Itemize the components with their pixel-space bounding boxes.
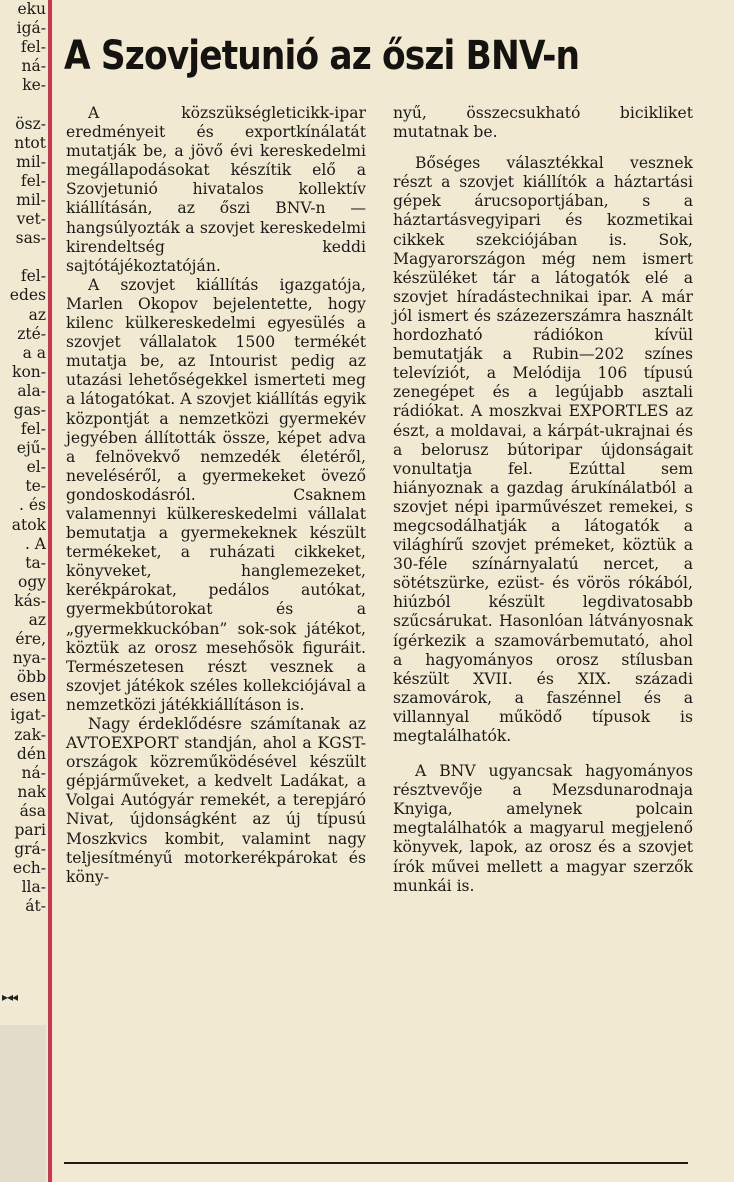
fragment-line: ta- <box>25 553 46 572</box>
adjacent-column-fragment <box>0 0 46 1100</box>
adjacent-column-shade <box>0 1025 46 1182</box>
fragment-line: atok <box>11 515 46 534</box>
fragment-line: ére, <box>15 630 46 649</box>
fragment-line <box>0 95 46 114</box>
fragment-line: fel- <box>20 171 46 190</box>
fragment-line: az <box>28 305 46 324</box>
section-end-ornament: ▸◂◂ <box>2 990 18 1004</box>
fragment-line: ása <box>19 801 46 820</box>
fragment-line: ná- <box>21 763 46 782</box>
bottom-rule <box>64 1162 688 1164</box>
fragment-line: ösz- <box>15 114 46 133</box>
fragment-line: át- <box>25 897 46 916</box>
fragment-line: nya- <box>12 649 46 668</box>
fragment-line: kás- <box>14 591 46 610</box>
fragment-line: fel- <box>20 38 46 57</box>
fragment-line: gas- <box>13 400 46 419</box>
article-paragraph: Bőséges választékkal vesznek részt a szovjet kiállítók a háztartási gépek árucsoportjában, s a háztartásvegyipari és kozmetikai cikkek szekciójában is. Sok, Magyarországon még nem ismert készüléket tár a látogatók elé a szovjet híradástechnikai ipar. A már jól ismert és százezerszámra használt hordozható rádiókon kívül bemutatják a Rubin—202 színes televíziót, a Melódija 106 típusú zenegépet és a legújabb asztali rádiókat. A moszkvai EXPORTLES az észt, a moldavai, a kárpát-ukrajnai és a belorusz bútoripar újdonságait vonultatja fel. Ezúttal sem hiányoznak a gazdag árukínálatból a szovjet népi iparművészet remekei, s megcsodálhatják a látogatók a világhírű szovjet prémeket, köztük a 30-féle színárnyalatú nercet, a sötétszürke, ezüst- és vörös rókából, hiúzból készült legdivatosabb szűcsárukat. Hasonlóan látványosnak ígérkezik a szamovárbemutató, ahol a hagyományos orosz stílusban készült XVII. és XIX. századi szamovárok, a faszénnel és a villannyal működő típusok is megtalálhatók. <box>393 154 693 745</box>
article-paragraph: A közszükségleticikk-ipar eredményeit és exportkínálatát mutatják be, a jövő évi kereskedelmi megállapodásokat készítik elő a Szovjetunió hivatalos kollektív kiállításán, az őszi BNV-n — hangsúlyozták a szovjet kereskedelmi kirendeltség keddi sajtótájékoztatóján. <box>66 104 366 275</box>
fragment-line: . és <box>19 496 46 515</box>
fragment-line: mil- <box>16 190 46 209</box>
fragment-line: ejű- <box>16 439 46 458</box>
fragment-line: esen <box>9 687 46 706</box>
article-paragraph: A szovjet kiállítás igazgatója, Marlen Okopov bejelentette, hogy kilenc külkereskedelmi egyesülés a szovjet vállalatok 1500 termékét mutatja be, az Intourist pedig az utazási lehetőségekkel ismerteti meg a látogatókat. A szovjet kiállítás egyik központját a nemzetközi gyermekév jegyében állították össze, képet adva a felnövekvő nemzedék életéről, neveléséről, a gyermekeket övező gondoskodásról. Csaknem valamennyi külkereskedelmi vállalat bemutatja a gyermekeknek készült termékeket, a ruházati cikkeket, könyveket, hanglemezeket, kerékpárokat, pedálos autókat, gyermekbútorokat és a „gyermekkuckóban” sok-sok játékot, köztük az orosz mesehősök figuráit. Természetesen részt vesznek a szovjet játékok széles kollekciójával a nemzetközi játékkiállításon is. <box>66 275 366 714</box>
fragment-line: az <box>28 611 46 629</box>
fragment-line: mil- <box>16 152 46 171</box>
fragment-line: öbb <box>16 668 46 687</box>
fragment-line: ntot <box>14 133 46 152</box>
fragment-line: nak <box>17 782 46 801</box>
article-column-2 <box>393 104 693 896</box>
fragment-line <box>0 248 46 267</box>
fragment-line: . A <box>24 534 46 553</box>
fragment-line: ech- <box>12 859 46 878</box>
fragment-line: fel- <box>20 420 46 439</box>
fragment-line: ná- <box>21 57 46 76</box>
article-paragraph: Nagy érdeklődésre számítanak az AVTOEXPORT standján, ahol a KGST-országok közreműködésével készült gépjárműveket, a kedvelt Ladákat, a Volgai Autógyár remekét, a terepjáró Nivat, újdonságként az új típusú Moszkvics kombit, valamint nagy teljesítményű motorkerékpárokat és köny- <box>66 715 366 886</box>
fragment-line: vet- <box>16 210 46 229</box>
fragment-line: sas- <box>15 229 46 248</box>
fragment-line: zté- <box>17 324 46 343</box>
article-column-1 <box>66 104 366 887</box>
fragment-line: lla- <box>21 878 46 897</box>
fragment-line: ke- <box>22 76 46 95</box>
article-paragraph: A BNV ugyancsak hagyományos résztvevője a Mezsdunarodnaja Knyiga, amelynek polcain megtalálhatók a magyarul megjelenő könyvek, lapok, az orosz és a szovjet írók művei mellett a magyar szerzők munkái is. <box>393 762 693 895</box>
fragment-line: kon- <box>12 362 46 381</box>
fragment-line: te- <box>25 477 46 496</box>
fragment-line: zak- <box>14 725 46 744</box>
fragment-line: ala- <box>17 381 46 400</box>
fragment-line: pari <box>14 821 46 840</box>
column-divider-red <box>48 0 52 1182</box>
fragment-line: igat- <box>10 706 46 725</box>
article-headline: A Szovjetunió az őszi BNV-n <box>64 33 580 79</box>
fragment-line: ogy <box>17 572 46 591</box>
fragment-line: eku <box>17 0 46 18</box>
fragment-line: fel- <box>20 267 46 286</box>
fragment-line: el- <box>26 458 46 477</box>
fragment-line: dén <box>16 744 46 763</box>
fragment-line: a a <box>22 343 46 362</box>
fragment-line: grá- <box>14 840 46 859</box>
fragment-line: edes <box>9 286 46 305</box>
fragment-line: igá- <box>16 19 46 38</box>
article-paragraph-continued: nyű, összecsukható bicikliket mutatnak be. <box>393 104 693 142</box>
